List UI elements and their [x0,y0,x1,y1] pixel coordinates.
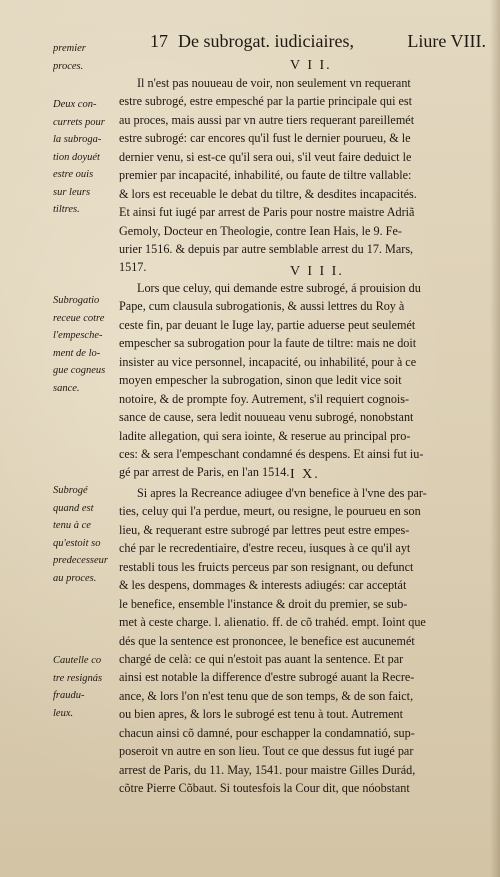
text-line: ou bien apres, & lors le subrogé est tenu à tout. Autrement [119,707,403,722]
margin-note-ix [53,482,119,587]
text-line: dés que la sentence est prononcee, le benefice est aucunemét [119,633,415,648]
margin-line: gue cogneus [53,365,106,376]
running-header [150,30,486,52]
text-line: 1517. [119,260,147,275]
margin-line: leux. [53,707,74,719]
margin-line: qu'estoit so [53,537,101,549]
section-heading-viii: V I I I. [290,264,344,279]
margin-line: proces. [53,60,84,72]
section-heading-ix: I X. [290,467,320,482]
margin-line: tre resignás [53,672,103,684]
section-heading-vii: V I I. [290,58,332,73]
text-line: Pape, cum clausula subrogationis, & aussi lettres du Roy à [119,299,405,314]
margin-line: ment de lo- [53,347,101,359]
margin-note-ix-cautelle [53,652,119,722]
text-line: & lors est receuable le debat du tiltre, & desdites incapacités. [119,186,417,201]
margin-line: tion doyuét [53,151,100,163]
text-line: met à ceste charge. l. alienatio. ff. de cõ trahéd. empt. Ioint que [119,615,426,630]
text-line: premier par incapacité, inhabilité, ou faute de tiltre vallable: [119,168,412,183]
text-line: cõtre Pierre Cõbaut. Si toutesfois la Cour dit, que nóobstant [119,781,410,795]
margin-line: receue cotre [53,312,105,324]
text-line: lieu, & requerant estre subrogé par lettres peut estre empes- [119,522,410,537]
page-number: 17 [150,31,168,51]
page-edge-shadow [490,0,500,877]
text-line: le benefice, ensemble l'instance & droit du premier, se sub- [119,596,408,611]
text-line: chargé de celà: ce qui n'estoit pas auant la sentence. Et par [119,651,404,666]
text-line: ainsi est notable la difference d'estre subrogé auant la Recre- [119,670,415,685]
margin-note-top [53,40,119,75]
margin-line: currets pour [53,116,105,128]
paragraph-ix [119,484,488,797]
text-line: Gemoly, Docteur en Theologie, contre Iean Hais, le 9. Fe- [119,223,402,238]
margin-line: la subroga- [53,134,102,145]
text-line: insister au vice personnel, incapacité, ou inhabilité, pour à ce [119,354,417,369]
text-line: estre subrogé: car encores qu'il fust le dernier pourueu, & le [119,131,411,146]
text-line: ladite allegation, qui sera iointe, & reserue au principal pro- [119,428,411,443]
paragraph-vii [119,74,488,277]
margin-line: Deux con- [53,99,97,110]
text-line: gé par arrest de Paris, en l'an 1514. [119,465,290,480]
margin-note-viii [53,292,119,397]
text-line: ance, & lors l'on n'est tenu que de son temps, & de son faict, [119,688,414,703]
text-line: ces: & sera l'empeschant condamné és despens. Et ainsi fut iu- [119,446,424,461]
margin-line: tenu à ce [53,520,91,531]
running-title: De subrogat. iudiciaires, [178,31,354,51]
book-number: Liure VIII. [407,31,486,51]
margin-line: tiltres. [53,204,80,215]
text-line: Et ainsi fut iugé par arrest de Paris pour nostre maistre Adriã [119,205,415,220]
text-line: ché par le recredentiaire, d'estre receu, iusques à ce qu'il ayt [119,541,411,556]
margin-line: sur leurs [53,186,91,198]
text-line: ceste fin, par deuant le Iuge lay, partie aduerse peut seulemét [119,317,416,332]
text-line: poseroit vn autre en son lieu. Tout ce que dessus fut iugé par [119,744,414,759]
margin-line: au proces. [53,572,97,584]
text-line: au proces, mais aussi par vn autre tiers requerant pareillemét [119,112,415,127]
text-line: estre subrogé, estre empesché par la partie principale qui est [119,94,413,109]
margin-note-vii [53,96,119,219]
margin-line: l'empesche- [53,330,103,341]
text-line: ties, celuy qui l'a perdue, meurt, ou resigne, le pourueu en son [119,504,421,519]
text-line: chacun ainsi cõ damné, pour eschapper la condamnatió, sup- [119,725,415,740]
text-line: empescher sa subrogation pour la faute de tiltre: mais ne doit [119,336,417,351]
margin-line: fraudu- [53,690,85,701]
margin-line: Subrogatio [53,295,100,306]
text-line: moyen empescher la subrogation, sinon que ledit vice soit [119,373,402,388]
margin-line: quand est [53,502,94,514]
text-line: Lors que celuy, qui demande estre subrogé, á prouision du [137,281,421,295]
text-line: urier 1516. & depuis par autre semblable arrest du 17. Mars, [119,241,414,256]
text-line: Si apres la Recreance adiugee d'vn benefice à l'vne des par- [137,486,427,500]
paragraph-viii [119,279,488,482]
margin-line: Cautelle co [53,655,102,666]
margin-line: Subrogé [53,485,88,496]
text-line: arrest de Paris, du 11. May, 1541. pour maistre Gilles Durád, [119,762,416,777]
margin-line: estre ouis [53,169,94,180]
text-line: & les despens, dommages & interests adiugés: car acceptát [119,578,407,593]
text-line: restabli tous les fruicts perceus par son resignant, ou defunct [119,559,414,574]
margin-line: premier [53,43,86,54]
text-line: dernier venu, si est-ce qu'il sera oui, s'il veut faire deduict le [119,149,412,164]
text-line: notoire, & de prompte foy. Autrement, s'il requiert cognois- [119,391,410,406]
margin-line: sance. [53,382,80,394]
text-line: sance de cause, sera ledit nouueau venu subrogé, nonobstant [119,410,414,425]
text-line: Il n'est pas nouueau de voir, non seulement vn requerant [137,76,411,90]
margin-line: predecesseur [53,555,109,566]
